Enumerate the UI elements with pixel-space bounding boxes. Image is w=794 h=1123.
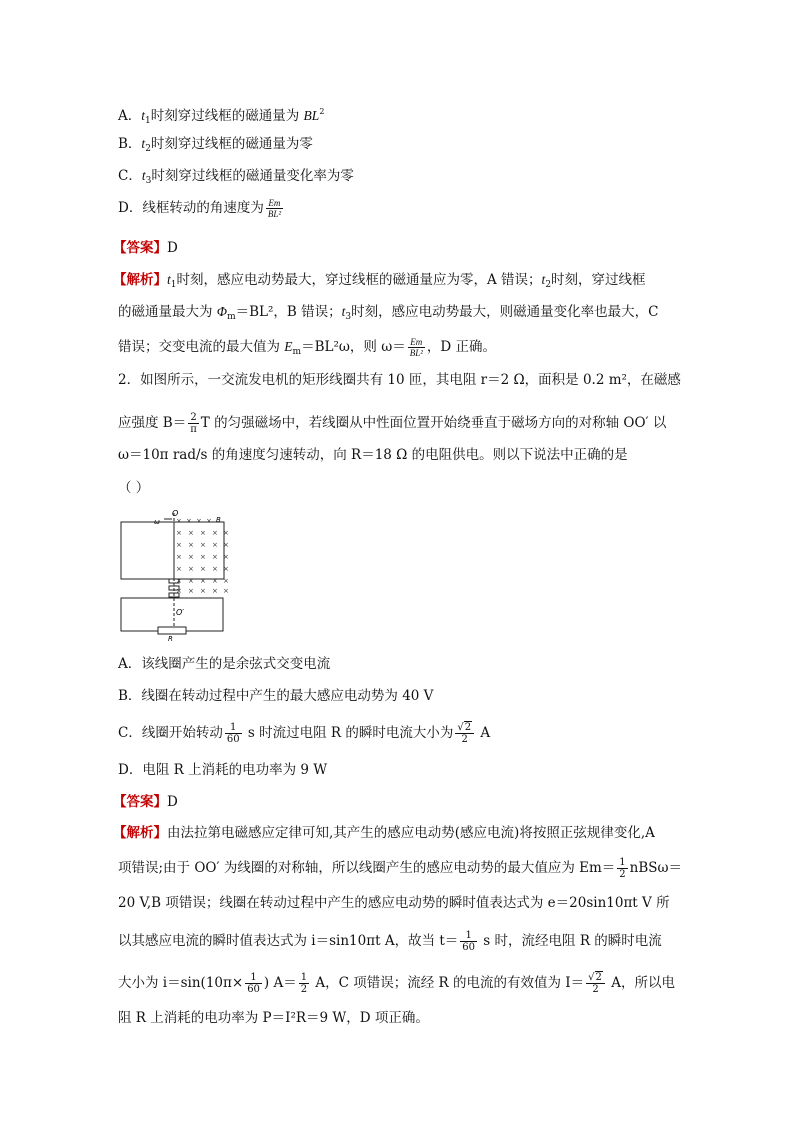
field-x-mark: × — [200, 587, 206, 595]
q1-option-a — [118, 102, 324, 131]
field-x-mark: × — [223, 529, 229, 537]
generator-circuit-figure — [118, 505, 238, 643]
answer-label: 【答案】 — [113, 240, 167, 256]
option-text: 时刻穿过线框的磁通量为零 — [150, 136, 313, 152]
q2-stem-line-4: （ ） — [118, 480, 150, 496]
field-x-mark: × — [212, 529, 218, 537]
var-t: t — [141, 108, 146, 123]
label-o-prime: O′ — [176, 608, 185, 617]
label-omega: ω — [154, 518, 160, 526]
q1-answer — [113, 238, 178, 258]
option-letter: B． — [118, 136, 142, 152]
formula-var: BL — [303, 108, 320, 123]
field-x-mark: × — [200, 529, 206, 537]
fraction: $\frac{√2}{2}$ — [586, 972, 605, 995]
resistor — [158, 627, 186, 634]
analysis-label: 【解析】 — [113, 272, 167, 288]
analysis-label: 【解析】 — [113, 825, 167, 841]
q1-option-b — [118, 134, 313, 159]
q2-analysis-line-5: 大小为 i＝sin(10π× $\frac{1}{60}$ ) A＝ $\frac{1}{2}$ A，C 项错误；流经 R 的电流的有效值为 I＝ $\frac{√2}{2}$ A，所以电 — [118, 972, 675, 995]
q1-analysis-line-3: 错误；交变电流的最大值为 $E_m=BL^2\omega$，则 ω＝ $\frac{Em}{\text{BL²}}$ ，D 正确。 — [118, 337, 497, 358]
q2-stem-line-2: 应强度 B＝ $\frac{2}{\pi}$ T 的匀强磁场中，若线圈从中性面位置开始绕垂直于磁场方向的对称轴 OO′ 以 — [118, 412, 667, 435]
answer-label: 【答案】 — [113, 794, 167, 810]
magnetic-field-marks — [176, 517, 229, 595]
field-x-mark: × — [188, 529, 194, 537]
field-x-mark: × — [223, 541, 229, 549]
q2-answer — [113, 792, 178, 812]
field-x-mark: × — [188, 587, 194, 595]
q2-option-d: D．电阻 R 上消耗的电功率为 9 W — [118, 762, 328, 778]
label-b: B — [216, 516, 221, 524]
field-x-mark: × — [196, 517, 202, 525]
field-x-mark: × — [200, 541, 206, 549]
field-x-mark: × — [176, 577, 182, 585]
option-letter: A． — [118, 108, 142, 124]
q2-analysis-line-3: 20 V,B 项错误；线圈在转动过程中产生的感应电动势的瞬时值表达式为 e＝20sin10πt V 所 — [118, 895, 670, 911]
fraction: $\frac{1}{60}$ — [247, 972, 260, 995]
q2-analysis-line-6: 阻 R 上消耗的电功率为 P＝I²R＝9 W，D 项正确。 — [118, 1010, 429, 1026]
q2-option-c: C．线圈开始转动 $\frac{1}{60}$ s 时流过电阻 R 的瞬时电流大小为 $\frac{√2}{2}$ A — [118, 722, 491, 745]
subscript: 3 — [145, 176, 152, 186]
fraction: $\frac{Em}{\text{BL²}}$ — [267, 198, 282, 219]
field-x-mark: × — [212, 541, 218, 549]
field-x-mark: × — [200, 565, 206, 573]
var-t: t — [141, 136, 146, 151]
var-t: t — [141, 168, 146, 183]
q1-option-d — [118, 198, 285, 219]
field-x-mark: × — [176, 587, 182, 595]
field-x-mark: × — [188, 565, 194, 573]
q2-option-b: B．线圈在转动过程中产生的最大感应电动势为 40 V — [118, 688, 434, 704]
q1-analysis-line-2: 的磁通量最大为 $\Phi_m=BL^2$，B 错误；$t_3$时刻，感应电动势最大，则磁通量变化率也最大，C — [118, 304, 659, 322]
field-x-mark: × — [176, 553, 182, 561]
field-x-mark: × — [188, 577, 194, 585]
field-x-mark: × — [176, 517, 182, 525]
q2-analysis-line-2: 项错误;由于 OO′ 为线圈的对称轴，所以线圈产生的感应电动势的最大值应为 Em＝ $\frac{1}{2}$ nBSω＝ — [118, 857, 683, 880]
field-x-mark: × — [212, 577, 218, 585]
answer-value: D — [167, 794, 178, 810]
subscript: 1 — [145, 116, 151, 126]
field-x-mark: × — [188, 541, 194, 549]
option-text: 线框转动的角速度为 — [142, 200, 264, 216]
fraction: $\frac{1}{2}$ — [619, 857, 626, 880]
field-x-mark: × — [212, 553, 218, 561]
upper-circuit-wire — [121, 522, 174, 579]
field-x-mark: × — [206, 517, 212, 525]
fraction: $\frac{1}{2}$ — [300, 972, 308, 995]
subscript: 2 — [145, 144, 151, 154]
field-x-mark: × — [212, 565, 218, 573]
q2-analysis-line-4: 以其感应电流的瞬时值表达式为 i＝sin10πt A，故当 t＝ $\frac{1}{60}$ s 时，流经电阻 R 的瞬时电流 — [118, 930, 662, 953]
q2-option-a: A．该线圈产生的是余弦式交变电流 — [118, 656, 331, 672]
lower-circuit-wire — [121, 598, 223, 631]
option-text: 时刻穿过线框的磁通量为 — [150, 108, 304, 124]
q2-stem-line-3: ω＝10π rad/s 的角速度匀速转动，向 R＝18 Ω 的电阻供电。则以下说法中正确的是 — [118, 447, 628, 463]
field-x-mark: × — [200, 553, 206, 561]
field-x-mark: × — [223, 565, 229, 573]
superscript: 2 — [319, 107, 325, 116]
field-x-mark: × — [176, 541, 182, 549]
fraction: $\frac{2}{\pi}$ — [190, 412, 197, 435]
option-letter: D． — [118, 200, 143, 216]
field-x-mark: × — [223, 587, 229, 595]
q1-analysis-line-1: 【解析】$t_1$时刻，感应电动势最大，穿过线框的磁通量应为零，A 错误；$t_2$时刻，穿过线框 — [113, 272, 646, 290]
fraction: $\frac{1}{60}$ — [226, 722, 240, 745]
field-x-mark: × — [223, 577, 229, 585]
field-x-mark: × — [188, 553, 194, 561]
field-x-mark: × — [200, 577, 206, 585]
field-x-mark: × — [186, 517, 192, 525]
fraction: $\frac{√2}{2}$ — [455, 722, 474, 745]
option-text: 时刻穿过线框的磁通量变化率为零 — [151, 168, 354, 184]
field-x-mark: × — [176, 529, 182, 537]
label-r: R — [168, 635, 173, 643]
q2-analysis-line-1: 【解析】由法拉第电磁感应定律可知,其产生的感应电动势(感应电流)将按照正弦规律变化,A — [113, 825, 655, 841]
answer-value: D — [167, 240, 178, 256]
field-x-mark: × — [212, 587, 218, 595]
q1-option-c — [118, 166, 354, 191]
fraction: $\frac{Em}{\text{BL²}}$ — [409, 337, 423, 358]
fraction: $\frac{1}{60}$ — [462, 930, 476, 953]
q2-stem-line-1: 2．如图所示，一交流发电机的矩形线圈共有 10 匝，其电阻 r＝2 Ω，面积是 0.2 m²，在磁感 — [118, 372, 681, 388]
label-o: O — [172, 509, 179, 518]
field-x-mark: × — [223, 553, 229, 561]
field-x-mark: × — [176, 565, 182, 573]
option-letter: C． — [118, 168, 142, 184]
